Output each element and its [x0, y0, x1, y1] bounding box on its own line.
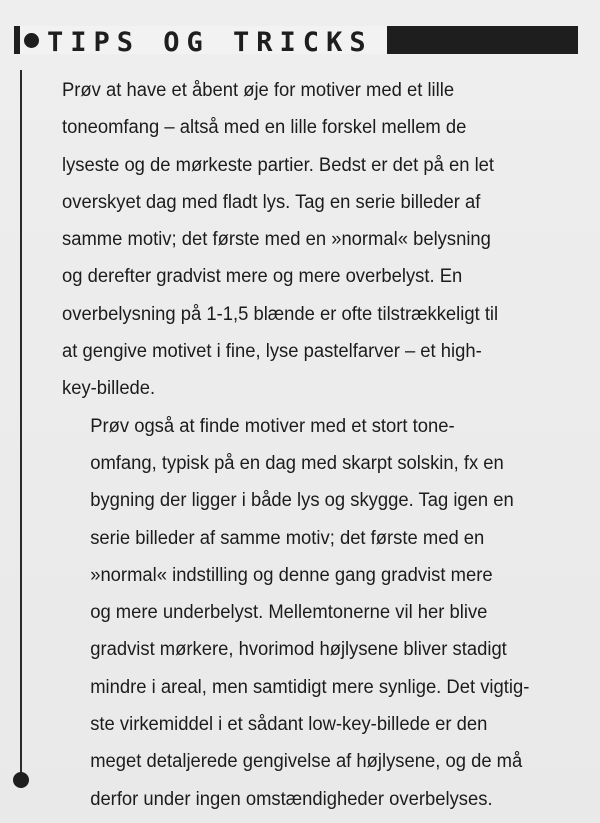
- text-line: serie billeder af samme motiv; det første med en: [90, 526, 485, 549]
- text-line: bygning der ligger i både lys og skygge. Tag igen en: [90, 489, 514, 512]
- text-line: toneomfang – altså med en lille forskel mellem de: [62, 116, 467, 139]
- tip-text: [62, 72, 537, 818]
- text-line: lyseste og de mørkeste partier. Bedst er det på en let: [62, 153, 495, 176]
- text-line: samme motiv; det første med en »normal« belysning: [62, 228, 491, 251]
- header-label: [20, 26, 387, 58]
- text-line: Prøv at have et åbent øje for motiver med et lille: [62, 79, 455, 101]
- side-rule: [20, 70, 22, 778]
- bullet-icon: [24, 33, 39, 48]
- text-line: »normal« indstilling og denne gang gradvist mere: [90, 563, 493, 586]
- text-line: og derefter gradvist mere og mere overbelyst. En: [62, 265, 463, 288]
- text-line: at gengive motivet i fine, lyse pastelfarver – et high-: [62, 340, 482, 363]
- text-line: mindre i areal, men samtidigt mere synlige. Det vigtig-: [90, 675, 530, 698]
- text-line: omfang, typisk på en dag med skarpt solskin, fx en: [90, 451, 504, 474]
- text-line: derfor under ingen omstændigheder overbelyses.: [90, 787, 493, 810]
- paragraph-1: [62, 72, 537, 408]
- text-line: Prøv også at finde motiver med et stort tone-: [90, 414, 455, 437]
- text-line: overskyet dag med fladt lys. Tag en serie billeder af: [62, 190, 481, 213]
- text-line: gradvist mørkere, hvorimod højlysene bliver stadigt: [90, 638, 507, 661]
- text-line: og mere underbelyst. Mellemtonerne vil her blive: [90, 601, 488, 624]
- text-line: ste virkemiddel i et sådant low-key-billede er den: [90, 713, 488, 736]
- section-title: TIPS OG TRICKS: [47, 27, 373, 58]
- text-line: meget detaljerede gengivelse af højlysene, og de må: [90, 750, 523, 773]
- paragraph-2: [62, 408, 537, 818]
- side-dot-icon: [13, 772, 29, 788]
- text-line: key-billede.: [62, 377, 156, 400]
- text-line: overbelysning på 1-1,5 blænde er ofte tilstrækkeligt til: [62, 302, 499, 325]
